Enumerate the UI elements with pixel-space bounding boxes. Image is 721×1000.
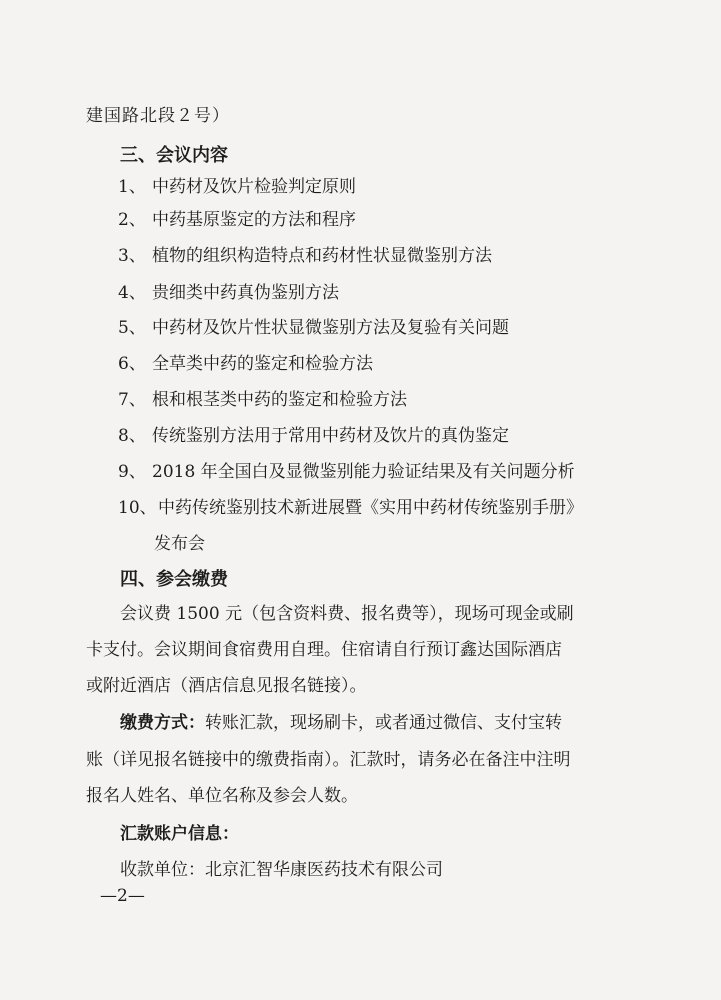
list-item-continuation: 发布会 [154, 534, 205, 554]
paragraph-line: 报名人姓名、单位名称及参会人数。 [86, 786, 358, 806]
account-info-heading: 汇款账户信息： [120, 824, 239, 844]
payee-line: 收款单位：北京汇智华康医药技术有限公司 [120, 860, 443, 880]
item-number: 7、 [118, 390, 146, 410]
payment-method-text: 转账汇款，现场刷卡，或者通过微信、支付宝转 [205, 713, 562, 733]
item-number: 2、 [118, 210, 146, 230]
list-item [118, 426, 509, 446]
list-item [118, 210, 356, 230]
item-number: 10、 [118, 498, 157, 518]
item-text: 中药传统鉴别技术新进展暨《实用中药材传统鉴别手册》 [158, 498, 583, 518]
list-item [118, 246, 492, 266]
item-text: 全草类中药的鉴定和检验方法 [152, 354, 373, 374]
payment-method-label: 缴费方式： [120, 713, 205, 733]
list-item [118, 390, 407, 410]
list-item [118, 177, 356, 197]
section-3-heading: 三、会议内容 [120, 145, 228, 166]
page-number: —2— [100, 886, 145, 906]
item-text: 植物的组织构造特点和药材性状显微鉴别方法 [152, 246, 492, 266]
paragraph-line: 或附近酒店（酒店信息见报名链接）。 [86, 676, 367, 696]
list-item [118, 354, 373, 374]
list-item [118, 462, 575, 482]
item-number: 8、 [118, 426, 146, 446]
item-number: 4、 [118, 283, 146, 303]
item-text: 贵细类中药真伪鉴别方法 [152, 283, 339, 303]
item-text: 中药基原鉴定的方法和程序 [152, 210, 356, 230]
item-text: 2018 年全国白及显微鉴别能力验证结果及有关问题分析 [152, 462, 575, 482]
item-number: 1、 [118, 177, 146, 197]
item-text: 传统鉴别方法用于常用中药材及饮片的真伪鉴定 [152, 426, 509, 446]
paragraph-line: 会议费 1500 元（包含资料费、报名费等），现场可现金或刷 [120, 604, 574, 624]
item-number: 6、 [118, 354, 146, 374]
list-item [118, 318, 509, 338]
item-number: 9、 [118, 462, 146, 482]
item-number: 5、 [118, 318, 146, 338]
item-text: 中药材及饮片性状显微鉴别方法及复验有关问题 [152, 318, 509, 338]
paragraph-line [120, 713, 562, 733]
item-text: 中药材及饮片检验判定原则 [152, 177, 356, 197]
paragraph-line: 卡支付。会议期间食宿费用自理。住宿请自行预订鑫达国际酒店 [86, 640, 562, 660]
address-continuation: 建国路北段２号） [86, 106, 230, 126]
list-item [118, 498, 583, 518]
paragraph-line: 账（详见报名链接中的缴费指南）。汇款时，请务必在备注中注明 [86, 750, 571, 770]
list-item [118, 283, 339, 303]
item-text: 根和根茎类中药的鉴定和检验方法 [152, 390, 407, 410]
section-4-heading: 四、参会缴费 [120, 569, 228, 590]
item-number: 3、 [118, 246, 146, 266]
